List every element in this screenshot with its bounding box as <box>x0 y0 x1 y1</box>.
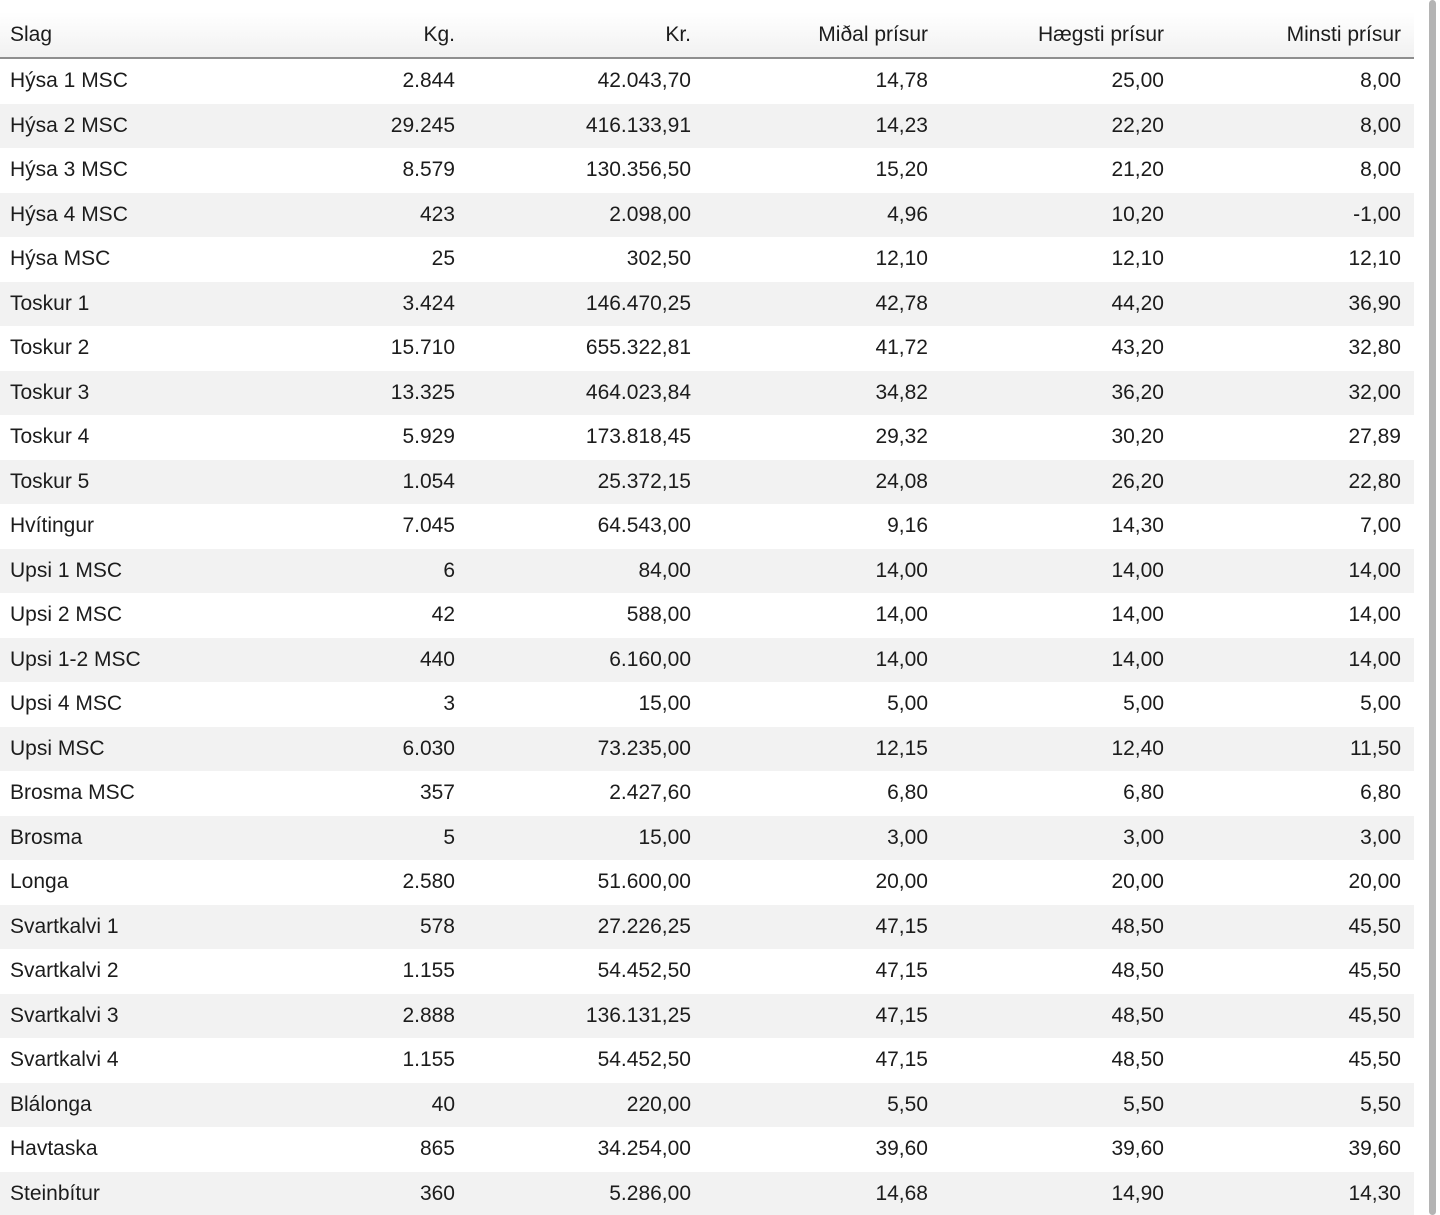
cell-lowest-price: 14,00 <box>1177 549 1414 594</box>
cell-kg: 25 <box>233 237 468 282</box>
cell-highest-price: 12,10 <box>941 237 1177 282</box>
cell-slag: Svartkalvi 3 <box>0 994 233 1039</box>
cell-lowest-price: 32,00 <box>1177 371 1414 416</box>
cell-highest-price: 26,20 <box>941 460 1177 505</box>
table-row <box>0 994 1414 1039</box>
cell-kr: 173.818,45 <box>468 415 704 460</box>
cell-slag: Brosma MSC <box>0 771 233 816</box>
cell-kg: 2.844 <box>233 58 468 104</box>
cell-lowest-price: 22,80 <box>1177 460 1414 505</box>
cell-average-price: 5,00 <box>704 682 941 727</box>
cell-kr: 15,00 <box>468 816 704 861</box>
table-row <box>0 460 1414 505</box>
cell-highest-price: 44,20 <box>941 282 1177 327</box>
cell-highest-price: 48,50 <box>941 905 1177 950</box>
cell-slag: Brosma <box>0 816 233 861</box>
cell-kr: 6.160,00 <box>468 638 704 683</box>
cell-highest-price: 10,20 <box>941 193 1177 238</box>
column-header-average-price[interactable]: Miðal prísur <box>704 12 941 58</box>
cell-kg: 42 <box>233 593 468 638</box>
table-row <box>0 593 1414 638</box>
cell-highest-price: 48,50 <box>941 1038 1177 1083</box>
cell-lowest-price: 39,60 <box>1177 1127 1414 1172</box>
cell-highest-price: 22,20 <box>941 104 1177 149</box>
cell-average-price: 14,68 <box>704 1172 941 1215</box>
cell-kr: 2.098,00 <box>468 193 704 238</box>
column-header-kr[interactable]: Kr. <box>468 12 704 58</box>
cell-average-price: 41,72 <box>704 326 941 371</box>
cell-kr: 42.043,70 <box>468 58 704 104</box>
cell-kg: 5.929 <box>233 415 468 460</box>
header-row <box>0 12 1414 58</box>
cell-average-price: 12,10 <box>704 237 941 282</box>
column-header-kg[interactable]: Kg. <box>233 12 468 58</box>
cell-kr: 136.131,25 <box>468 994 704 1039</box>
cell-slag: Havtaska <box>0 1127 233 1172</box>
table-body <box>0 58 1414 1215</box>
column-header-slag[interactable]: Slag <box>0 12 233 58</box>
cell-average-price: 12,15 <box>704 727 941 772</box>
table-row <box>0 1038 1414 1083</box>
cell-kr: 146.470,25 <box>468 282 704 327</box>
cell-slag: Longa <box>0 860 233 905</box>
cell-average-price: 47,15 <box>704 905 941 950</box>
cell-kr: 84,00 <box>468 549 704 594</box>
cell-kg: 357 <box>233 771 468 816</box>
cell-average-price: 47,15 <box>704 949 941 994</box>
cell-kg: 6.030 <box>233 727 468 772</box>
cell-lowest-price: 14,00 <box>1177 593 1414 638</box>
cell-lowest-price: 8,00 <box>1177 104 1414 149</box>
cell-kr: 2.427,60 <box>468 771 704 816</box>
cell-kg: 29.245 <box>233 104 468 149</box>
cell-kr: 130.356,50 <box>468 148 704 193</box>
cell-average-price: 4,96 <box>704 193 941 238</box>
cell-highest-price: 39,60 <box>941 1127 1177 1172</box>
cell-kg: 3 <box>233 682 468 727</box>
cell-average-price: 42,78 <box>704 282 941 327</box>
cell-lowest-price: 5,50 <box>1177 1083 1414 1128</box>
cell-highest-price: 48,50 <box>941 949 1177 994</box>
cell-slag: Toskur 2 <box>0 326 233 371</box>
cell-kg: 440 <box>233 638 468 683</box>
cell-kr: 464.023,84 <box>468 371 704 416</box>
cell-kr: 15,00 <box>468 682 704 727</box>
cell-kr: 25.372,15 <box>468 460 704 505</box>
vertical-scrollbar[interactable] <box>1426 0 1440 1215</box>
cell-kg: 13.325 <box>233 371 468 416</box>
cell-lowest-price: 27,89 <box>1177 415 1414 460</box>
cell-lowest-price: 45,50 <box>1177 905 1414 950</box>
cell-kg: 2.888 <box>233 994 468 1039</box>
cell-highest-price: 14,30 <box>941 504 1177 549</box>
cell-lowest-price: 45,50 <box>1177 949 1414 994</box>
cell-lowest-price: 14,00 <box>1177 638 1414 683</box>
cell-kr: 34.254,00 <box>468 1127 704 1172</box>
cell-slag: Upsi 1 MSC <box>0 549 233 594</box>
table-header <box>0 12 1414 58</box>
table-row <box>0 727 1414 772</box>
cell-lowest-price: -1,00 <box>1177 193 1414 238</box>
cell-highest-price: 5,00 <box>941 682 1177 727</box>
cell-average-price: 39,60 <box>704 1127 941 1172</box>
table-row <box>0 104 1414 149</box>
cell-highest-price: 43,20 <box>941 326 1177 371</box>
cell-lowest-price: 8,00 <box>1177 58 1414 104</box>
cell-average-price: 14,00 <box>704 638 941 683</box>
table-row <box>0 237 1414 282</box>
table-row <box>0 682 1414 727</box>
cell-highest-price: 12,40 <box>941 727 1177 772</box>
cell-slag: Svartkalvi 1 <box>0 905 233 950</box>
cell-average-price: 47,15 <box>704 994 941 1039</box>
cell-slag: Toskur 1 <box>0 282 233 327</box>
cell-slag: Hýsa 3 MSC <box>0 148 233 193</box>
cell-kr: 5.286,00 <box>468 1172 704 1215</box>
table-row <box>0 148 1414 193</box>
table-row <box>0 1127 1414 1172</box>
cell-lowest-price: 8,00 <box>1177 148 1414 193</box>
table-row <box>0 905 1414 950</box>
cell-kg: 6 <box>233 549 468 594</box>
cell-slag: Hýsa 1 MSC <box>0 58 233 104</box>
cell-kg: 40 <box>233 1083 468 1128</box>
table-row <box>0 371 1414 416</box>
cell-average-price: 29,32 <box>704 415 941 460</box>
cell-average-price: 5,50 <box>704 1083 941 1128</box>
table-row <box>0 415 1414 460</box>
cell-kr: 64.543,00 <box>468 504 704 549</box>
cell-highest-price: 5,50 <box>941 1083 1177 1128</box>
cell-kg: 1.155 <box>233 949 468 994</box>
cell-highest-price: 3,00 <box>941 816 1177 861</box>
cell-slag: Hvítingur <box>0 504 233 549</box>
price-table <box>0 12 1414 1215</box>
table-row <box>0 504 1414 549</box>
cell-lowest-price: 7,00 <box>1177 504 1414 549</box>
cell-slag: Hýsa MSC <box>0 237 233 282</box>
cell-highest-price: 48,50 <box>941 994 1177 1039</box>
scrollbar-thumb[interactable] <box>1429 0 1436 1215</box>
cell-kr: 416.133,91 <box>468 104 704 149</box>
cell-highest-price: 14,00 <box>941 638 1177 683</box>
table-row <box>0 816 1414 861</box>
cell-slag: Svartkalvi 2 <box>0 949 233 994</box>
cell-kr: 588,00 <box>468 593 704 638</box>
cell-slag: Hýsa 2 MSC <box>0 104 233 149</box>
cell-slag: Toskur 3 <box>0 371 233 416</box>
cell-kr: 27.226,25 <box>468 905 704 950</box>
cell-slag: Svartkalvi 4 <box>0 1038 233 1083</box>
cell-slag: Upsi 2 MSC <box>0 593 233 638</box>
cell-kg: 15.710 <box>233 326 468 371</box>
cell-lowest-price: 3,00 <box>1177 816 1414 861</box>
cell-lowest-price: 11,50 <box>1177 727 1414 772</box>
cell-kg: 865 <box>233 1127 468 1172</box>
cell-kr: 51.600,00 <box>468 860 704 905</box>
cell-kr: 54.452,50 <box>468 1038 704 1083</box>
cell-average-price: 15,20 <box>704 148 941 193</box>
cell-average-price: 14,00 <box>704 593 941 638</box>
cell-kg: 360 <box>233 1172 468 1215</box>
cell-average-price: 14,78 <box>704 58 941 104</box>
cell-kg: 8.579 <box>233 148 468 193</box>
column-header-lowest-price[interactable]: Minsti prísur <box>1177 12 1414 58</box>
cell-highest-price: 21,20 <box>941 148 1177 193</box>
cell-kr: 73.235,00 <box>468 727 704 772</box>
cell-lowest-price: 45,50 <box>1177 1038 1414 1083</box>
cell-kr: 655.322,81 <box>468 326 704 371</box>
cell-slag: Toskur 5 <box>0 460 233 505</box>
cell-average-price: 6,80 <box>704 771 941 816</box>
table-row <box>0 1083 1414 1128</box>
cell-highest-price: 14,90 <box>941 1172 1177 1215</box>
cell-lowest-price: 45,50 <box>1177 994 1414 1039</box>
cell-kg: 3.424 <box>233 282 468 327</box>
cell-kg: 578 <box>233 905 468 950</box>
cell-slag: Upsi 1-2 MSC <box>0 638 233 683</box>
cell-highest-price: 14,00 <box>941 549 1177 594</box>
table-row <box>0 949 1414 994</box>
cell-kg: 423 <box>233 193 468 238</box>
cell-highest-price: 6,80 <box>941 771 1177 816</box>
cell-slag: Blálonga <box>0 1083 233 1128</box>
cell-highest-price: 36,20 <box>941 371 1177 416</box>
cell-kr: 302,50 <box>468 237 704 282</box>
table-row <box>0 549 1414 594</box>
cell-kg: 2.580 <box>233 860 468 905</box>
cell-average-price: 9,16 <box>704 504 941 549</box>
table-row <box>0 860 1414 905</box>
table-row <box>0 638 1414 683</box>
cell-lowest-price: 6,80 <box>1177 771 1414 816</box>
table-row <box>0 1172 1414 1215</box>
cell-average-price: 14,23 <box>704 104 941 149</box>
cell-kg: 1.155 <box>233 1038 468 1083</box>
column-header-highest-price[interactable]: Hægsti prísur <box>941 12 1177 58</box>
cell-lowest-price: 12,10 <box>1177 237 1414 282</box>
table-row <box>0 58 1414 104</box>
cell-highest-price: 20,00 <box>941 860 1177 905</box>
table-row <box>0 282 1414 327</box>
cell-kg: 1.054 <box>233 460 468 505</box>
cell-kg: 7.045 <box>233 504 468 549</box>
cell-average-price: 34,82 <box>704 371 941 416</box>
table-row <box>0 771 1414 816</box>
cell-highest-price: 30,20 <box>941 415 1177 460</box>
cell-slag: Hýsa 4 MSC <box>0 193 233 238</box>
cell-average-price: 3,00 <box>704 816 941 861</box>
cell-highest-price: 25,00 <box>941 58 1177 104</box>
cell-slag: Toskur 4 <box>0 415 233 460</box>
cell-kg: 5 <box>233 816 468 861</box>
table-row <box>0 193 1414 238</box>
cell-lowest-price: 5,00 <box>1177 682 1414 727</box>
cell-lowest-price: 36,90 <box>1177 282 1414 327</box>
cell-slag: Steinbítur <box>0 1172 233 1215</box>
cell-average-price: 14,00 <box>704 549 941 594</box>
cell-slag: Upsi MSC <box>0 727 233 772</box>
cell-average-price: 24,08 <box>704 460 941 505</box>
cell-kr: 220,00 <box>468 1083 704 1128</box>
cell-lowest-price: 14,30 <box>1177 1172 1414 1215</box>
cell-lowest-price: 32,80 <box>1177 326 1414 371</box>
cell-average-price: 20,00 <box>704 860 941 905</box>
cell-highest-price: 14,00 <box>941 593 1177 638</box>
cell-kr: 54.452,50 <box>468 949 704 994</box>
cell-average-price: 47,15 <box>704 1038 941 1083</box>
cell-lowest-price: 20,00 <box>1177 860 1414 905</box>
cell-slag: Upsi 4 MSC <box>0 682 233 727</box>
table-row <box>0 326 1414 371</box>
